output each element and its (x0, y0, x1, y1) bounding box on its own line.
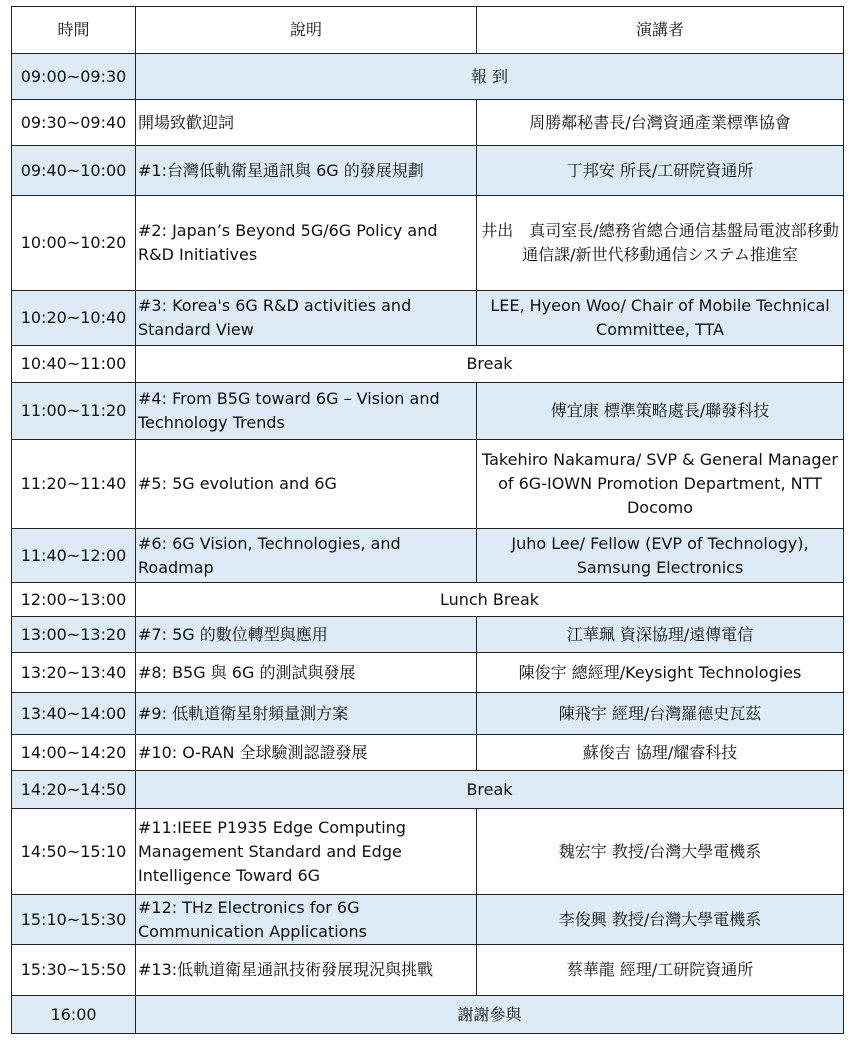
time-cell: 13:00~13:20 (12, 617, 136, 653)
speaker-cell: 李俊興 教授/台灣大學電機系 (477, 895, 844, 945)
speaker-cell: 陳飛宇 經理/台灣羅德史瓦茲 (477, 693, 844, 735)
agenda-session-row (12, 196, 844, 291)
agenda-session-row (12, 146, 844, 196)
speaker-cell: 井出 真司室長/總務省總合通信基盤局電波部移動通信課/新世代移動通信システム推進室 (477, 196, 844, 291)
speaker-cell: 陳俊宇 總經理/Keysight Technologies (477, 653, 844, 693)
agenda-span-row (12, 996, 844, 1034)
time-cell: 14:00~14:20 (12, 735, 136, 771)
agenda-session-row (12, 693, 844, 735)
speaker-cell: 魏宏宇 教授/台灣大學電機系 (477, 809, 844, 895)
span-cell: Break (136, 771, 844, 809)
agenda-session-row (12, 100, 844, 146)
time-cell: 15:30~15:50 (12, 945, 136, 996)
speaker-cell: 江華珮 資深協理/遠傳電信 (477, 617, 844, 653)
time-cell: 10:20~10:40 (12, 291, 136, 346)
time-cell: 09:30~09:40 (12, 100, 136, 146)
agenda-session-row (12, 440, 844, 529)
agenda-span-row (12, 771, 844, 809)
time-cell: 11:20~11:40 (12, 440, 136, 529)
header-time: 時間 (12, 7, 136, 54)
time-cell: 09:00~09:30 (12, 54, 136, 100)
time-cell: 14:50~15:10 (12, 809, 136, 895)
agenda-session-row (12, 383, 844, 440)
description-cell: 開場致歡迎詞 (136, 100, 477, 146)
time-cell: 10:00~10:20 (12, 196, 136, 291)
agenda-session-row (12, 529, 844, 583)
description-cell: #6: 6G Vision, Technologies, and Roadmap (136, 529, 477, 583)
agenda-span-row (12, 54, 844, 100)
agenda-table (11, 6, 844, 1034)
description-cell: #9: 低軌道衛星射頻量測方案 (136, 693, 477, 735)
span-cell: Break (136, 346, 844, 383)
description-cell: #11:IEEE P1935 Edge Computing Management Standard and Edge Intelligence Toward 6G (136, 809, 477, 895)
span-cell: 報 到 (136, 54, 844, 100)
description-cell: #8: B5G 與 6G 的測試與發展 (136, 653, 477, 693)
description-cell: #3: Korea's 6G R&D activities and Standard View (136, 291, 477, 346)
agenda-span-row (12, 346, 844, 383)
speaker-cell: 丁邦安 所長/工研院資通所 (477, 146, 844, 196)
time-cell: 11:40~12:00 (12, 529, 136, 583)
header-speaker: 演講者 (477, 7, 844, 54)
speaker-cell: 蘇俊吉 協理/耀睿科技 (477, 735, 844, 771)
agenda-session-row (12, 735, 844, 771)
time-cell: 11:00~11:20 (12, 383, 136, 440)
description-cell: #5: 5G evolution and 6G (136, 440, 477, 529)
description-cell: #10: O-RAN 全球驗測認證發展 (136, 735, 477, 771)
agenda-session-row (12, 895, 844, 945)
time-cell: 10:40~11:00 (12, 346, 136, 383)
agenda-session-row (12, 809, 844, 895)
description-cell: #2: Japan’s Beyond 5G/6G Policy and R&D Initiatives (136, 196, 477, 291)
time-cell: 13:20~13:40 (12, 653, 136, 693)
description-cell: #1:台灣低軌衛星通訊與 6G 的發展規劃 (136, 146, 477, 196)
agenda-session-row (12, 291, 844, 346)
speaker-cell: Juho Lee/ Fellow (EVP of Technology), Samsung Electronics (477, 529, 844, 583)
time-cell: 15:10~15:30 (12, 895, 136, 945)
time-cell: 12:00~13:00 (12, 583, 136, 617)
description-cell: #12: THz Electronics for 6G Communication Applications (136, 895, 477, 945)
speaker-cell: Takehiro Nakamura/ SVP & General Manager of 6G-IOWN Promotion Department, NTT Docomo (477, 440, 844, 529)
speaker-cell: 周勝鄰秘書長/台灣資通產業標準協會 (477, 100, 844, 146)
speaker-cell: 蔡華龍 經理/工研院資通所 (477, 945, 844, 996)
span-cell: 謝謝參與 (136, 996, 844, 1034)
speaker-cell: LEE, Hyeon Woo/ Chair of Mobile Technical Committee, TTA (477, 291, 844, 346)
description-cell: #7: 5G 的數位轉型與應用 (136, 617, 477, 653)
span-cell: Lunch Break (136, 583, 844, 617)
speaker-cell: 傅宜康 標準策略處長/聯發科技 (477, 383, 844, 440)
time-cell: 14:20~14:50 (12, 771, 136, 809)
header-description: 說明 (136, 7, 477, 54)
time-cell: 13:40~14:00 (12, 693, 136, 735)
description-cell: #13:低軌道衛星通訊技術發展現況與挑戰 (136, 945, 477, 996)
agenda-session-row (12, 617, 844, 653)
time-cell: 16:00 (12, 996, 136, 1034)
time-cell: 09:40~10:00 (12, 146, 136, 196)
description-cell: #4: From B5G toward 6G – Vision and Technology Trends (136, 383, 477, 440)
agenda-session-row (12, 945, 844, 996)
header-row (12, 7, 844, 54)
agenda-rows (12, 54, 844, 1034)
agenda-span-row (12, 583, 844, 617)
agenda-session-row (12, 653, 844, 693)
